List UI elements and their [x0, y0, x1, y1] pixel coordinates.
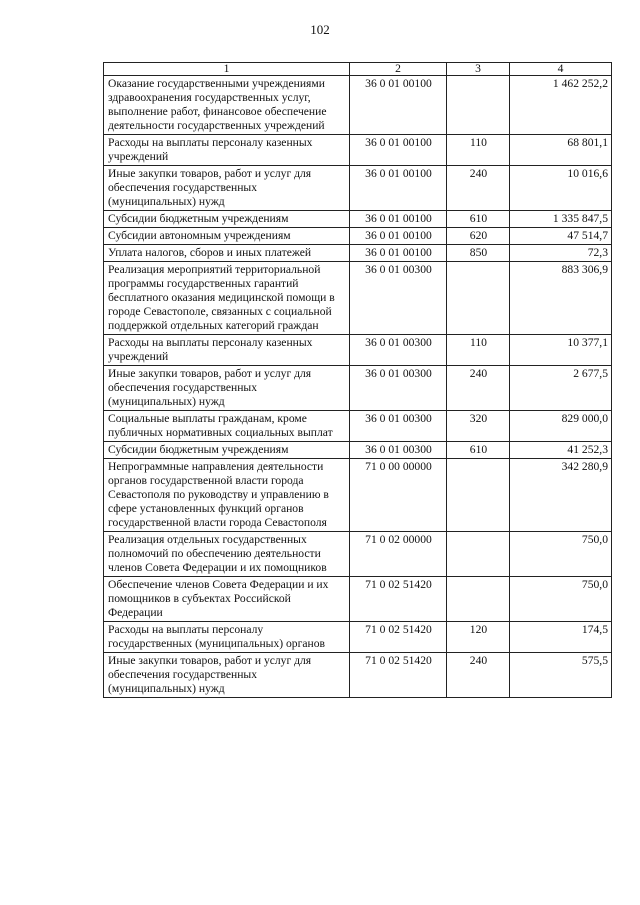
- row-code: 36 0 01 00300: [350, 262, 447, 335]
- table-row: [104, 76, 612, 135]
- row-amount: 2 677,5: [510, 366, 612, 411]
- row-name: Реализация отдельных государственных полномочий по обеспечению деятельности членов Совета Федерации и их помощников: [104, 532, 350, 577]
- row-amount: 174,5: [510, 622, 612, 653]
- row-code: 71 0 00 00000: [350, 459, 447, 532]
- row-name: Расходы на выплаты персоналу государственных (муниципальных) органов: [104, 622, 350, 653]
- row-type: [447, 76, 510, 135]
- row-amount: 10 377,1: [510, 335, 612, 366]
- row-code: 36 0 01 00300: [350, 335, 447, 366]
- row-type: [447, 262, 510, 335]
- row-amount: 1 462 252,2: [510, 76, 612, 135]
- row-type: 240: [447, 366, 510, 411]
- row-code: 36 0 01 00100: [350, 135, 447, 166]
- row-code: 71 0 02 51420: [350, 622, 447, 653]
- row-type: 110: [447, 135, 510, 166]
- page-number: 102: [310, 22, 330, 37]
- column-header-amount: 4: [510, 63, 612, 76]
- row-amount: 47 514,7: [510, 228, 612, 245]
- row-code: 71 0 02 51420: [350, 653, 447, 698]
- table-row: [104, 366, 612, 411]
- table-row: [104, 622, 612, 653]
- row-amount: 342 280,9: [510, 459, 612, 532]
- row-type: 610: [447, 442, 510, 459]
- row-amount: 68 801,1: [510, 135, 612, 166]
- row-code: 36 0 01 00300: [350, 366, 447, 411]
- row-type: 240: [447, 166, 510, 211]
- row-code: 71 0 02 00000: [350, 532, 447, 577]
- row-amount: 883 306,9: [510, 262, 612, 335]
- table-row: [104, 577, 612, 622]
- table-row: [104, 262, 612, 335]
- table-row: [104, 245, 612, 262]
- row-name: Уплата налогов, сборов и иных платежей: [104, 245, 350, 262]
- table-row: [104, 532, 612, 577]
- row-name: Оказание государственными учреждениями здравоохранения государственных услуг, выполнение работ, финансовое обеспечение деятельности государственных учреждений: [104, 76, 350, 135]
- table-row: [104, 335, 612, 366]
- table-row: [104, 653, 612, 698]
- table-row: [104, 442, 612, 459]
- row-amount: 829 000,0: [510, 411, 612, 442]
- row-code: 36 0 01 00100: [350, 76, 447, 135]
- row-code: 36 0 01 00300: [350, 411, 447, 442]
- row-code: 71 0 02 51420: [350, 577, 447, 622]
- row-code: 36 0 01 00300: [350, 442, 447, 459]
- row-name: Иные закупки товаров, работ и услуг для обеспечения государственных (муниципальных) нужд: [104, 166, 350, 211]
- table-row: [104, 211, 612, 228]
- row-name: Социальные выплаты гражданам, кроме публичных нормативных социальных выплат: [104, 411, 350, 442]
- row-name: Реализация мероприятий территориальной программы государственных гарантий бесплатного оказания медицинской помощи в городе Севастополе, связанных с социальной поддержкой отдельных категорий граждан: [104, 262, 350, 335]
- row-amount: 750,0: [510, 577, 612, 622]
- row-type: [447, 459, 510, 532]
- column-header-type: 3: [447, 63, 510, 76]
- row-code: 36 0 01 00100: [350, 245, 447, 262]
- row-amount: 750,0: [510, 532, 612, 577]
- row-type: 620: [447, 228, 510, 245]
- table-row: [104, 228, 612, 245]
- row-type: 110: [447, 335, 510, 366]
- table-row: [104, 166, 612, 211]
- row-name: Иные закупки товаров, работ и услуг для обеспечения государственных (муниципальных) нужд: [104, 366, 350, 411]
- table-row: [104, 411, 612, 442]
- row-type: 610: [447, 211, 510, 228]
- row-type: [447, 532, 510, 577]
- row-amount: 72,3: [510, 245, 612, 262]
- row-amount: 1 335 847,5: [510, 211, 612, 228]
- row-name: Обеспечение членов Совета Федерации и их помощников в субъектах Российской Федерации: [104, 577, 350, 622]
- row-name: Непрограммные направления деятельности органов государственной власти города Севастополя по руководству и управлению в сфере установленных функций органов государственной власти города Севастополя: [104, 459, 350, 532]
- row-code: 36 0 01 00100: [350, 228, 447, 245]
- row-name: Расходы на выплаты персоналу казенных учреждений: [104, 335, 350, 366]
- row-type: 120: [447, 622, 510, 653]
- table-row: [104, 459, 612, 532]
- column-header-name: 1: [104, 63, 350, 76]
- row-amount: 575,5: [510, 653, 612, 698]
- column-header-code: 2: [350, 63, 447, 76]
- header-row: [104, 63, 612, 76]
- row-code: 36 0 01 00100: [350, 211, 447, 228]
- budget-table: [103, 62, 612, 698]
- row-type: 850: [447, 245, 510, 262]
- row-amount: 10 016,6: [510, 166, 612, 211]
- table-row: [104, 135, 612, 166]
- row-name: Расходы на выплаты персоналу казенных учреждений: [104, 135, 350, 166]
- row-amount: 41 252,3: [510, 442, 612, 459]
- row-name: Субсидии бюджетным учреждениям: [104, 211, 350, 228]
- row-name: Иные закупки товаров, работ и услуг для обеспечения государственных (муниципальных) нужд: [104, 653, 350, 698]
- row-type: 240: [447, 653, 510, 698]
- row-type: [447, 577, 510, 622]
- row-name: Субсидии бюджетным учреждениям: [104, 442, 350, 459]
- row-type: 320: [447, 411, 510, 442]
- row-name: Субсидии автономным учреждениям: [104, 228, 350, 245]
- row-code: 36 0 01 00100: [350, 166, 447, 211]
